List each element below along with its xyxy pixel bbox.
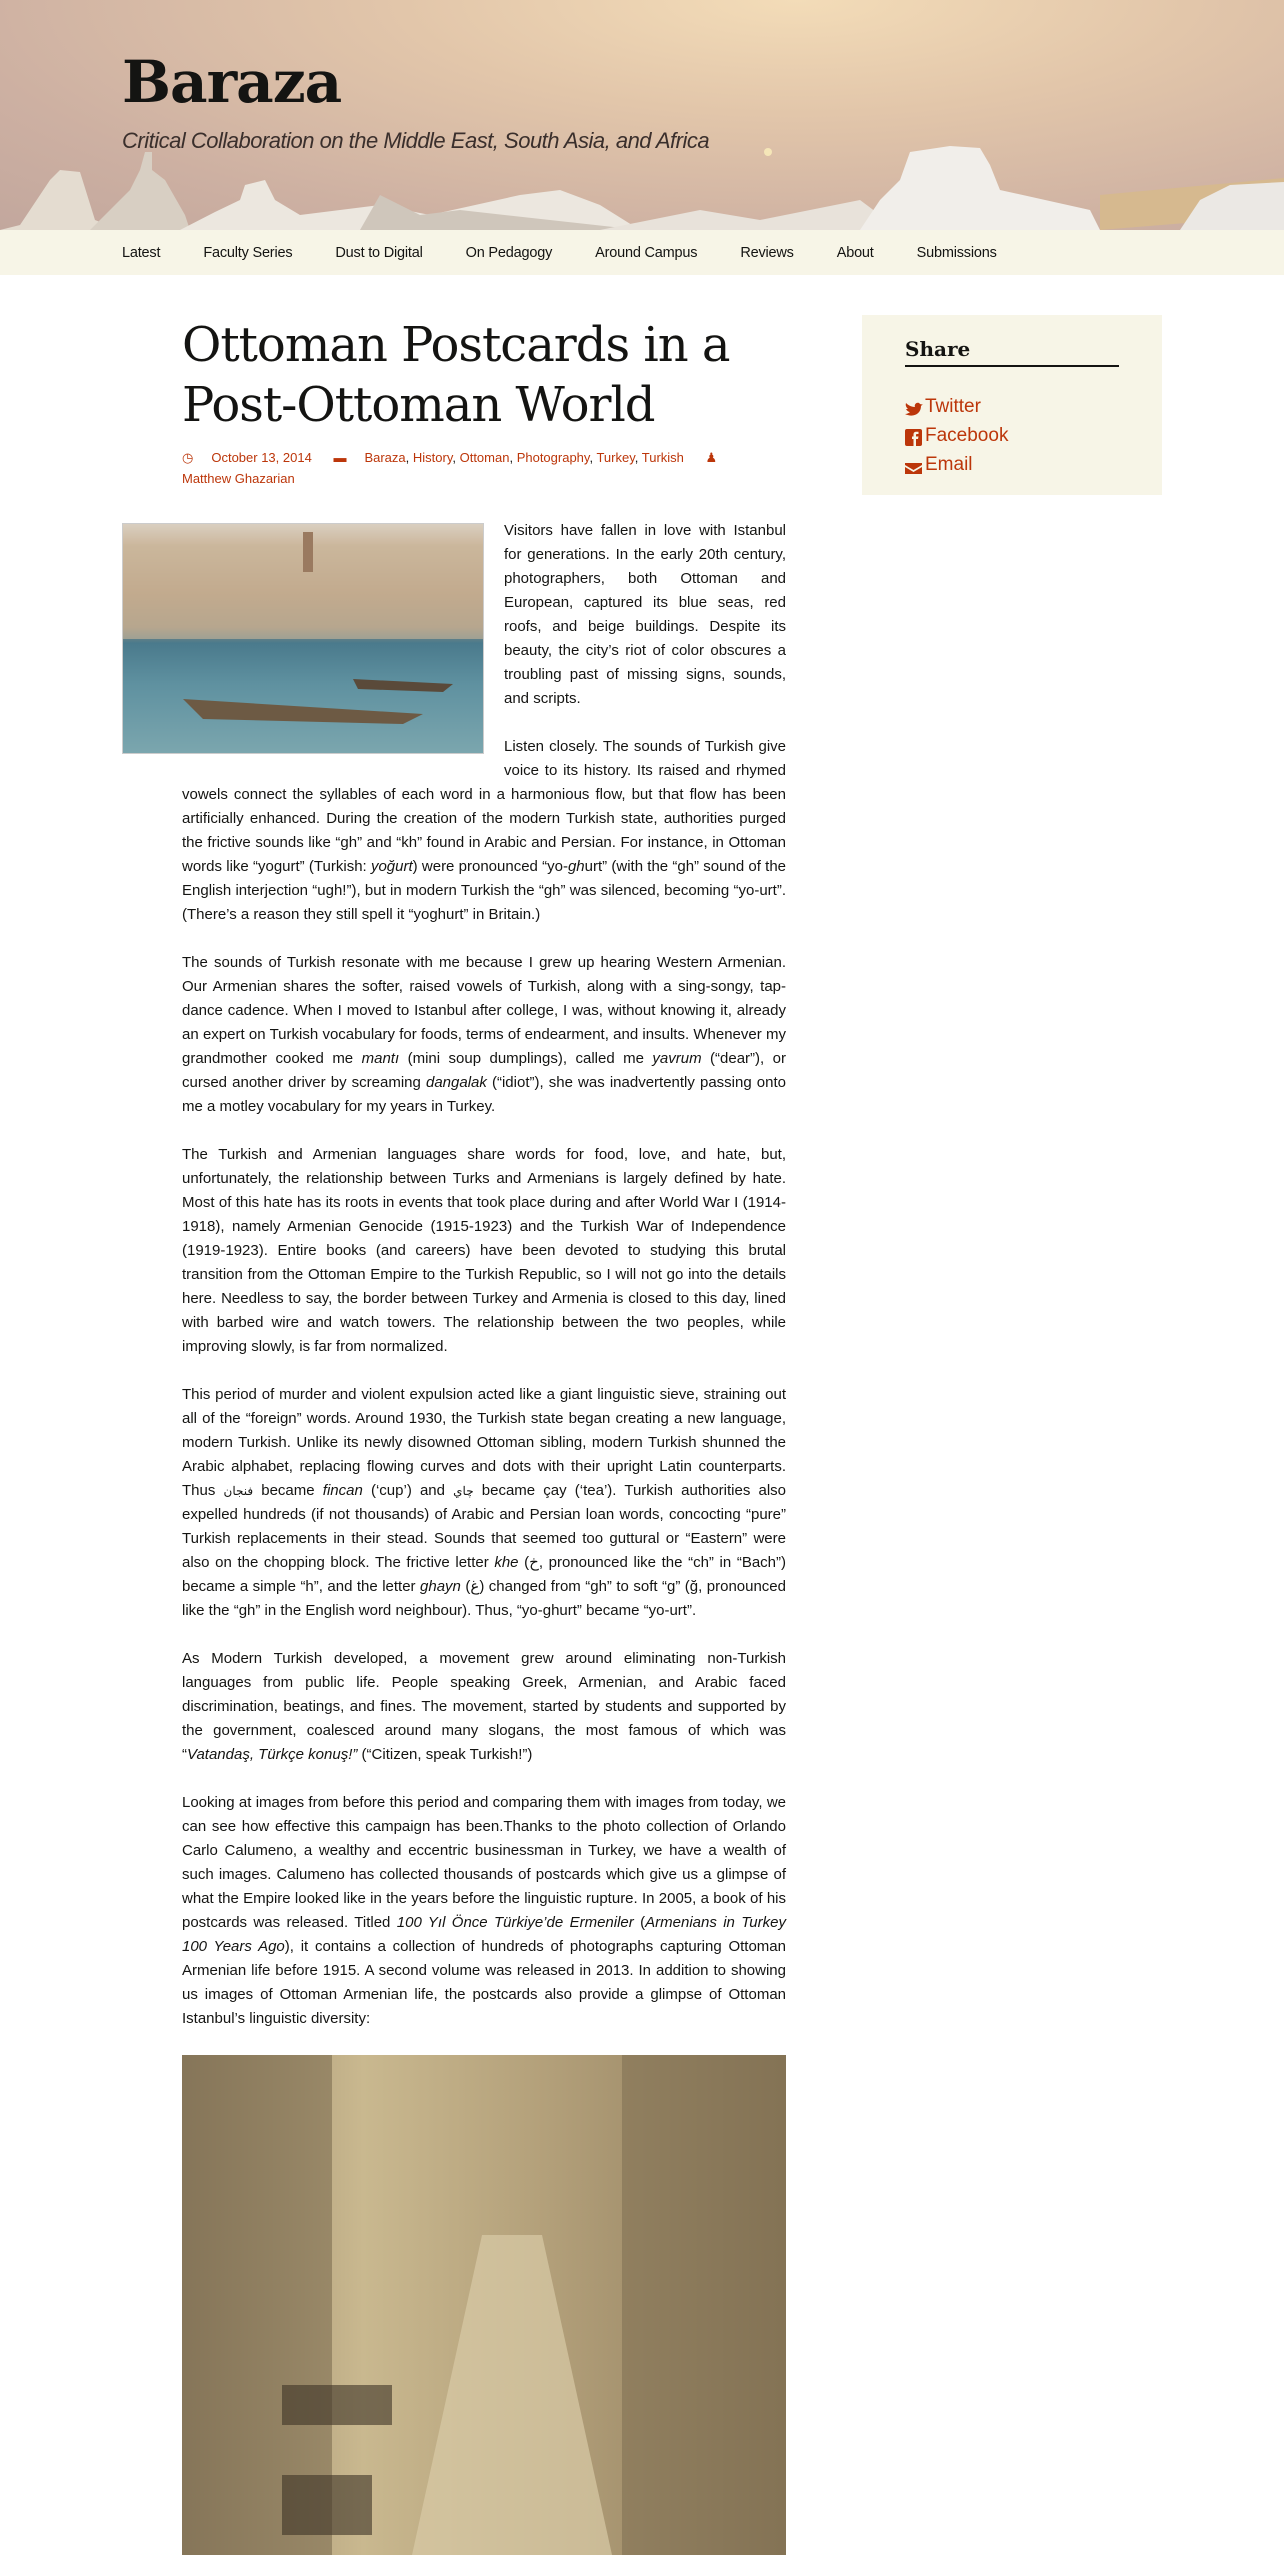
post-meta: ◷ October 13, 2014 ▬ Baraza, History, Ottoman, Photography, Turkey, Turkish ♟ Matthew Ghazarian (182, 450, 718, 486)
nav-around-campus[interactable]: Around Campus (595, 244, 698, 261)
share-facebook-link[interactable]: Facebook (905, 418, 1119, 447)
site-title[interactable]: Baraza (122, 48, 342, 116)
folder-icon: ▬ (333, 450, 347, 465)
paragraph: As Modern Turkish developed, a movement grew around eliminating non-Turkish languages from public life. People speaking Greek, Armenian, and Arabic faced discrimination, beatings, and fines. The movement, started by students and supported by the government, coalesced around many slogans, the most famous of which was “Vatandaş, Türkçe konuş!” (“Citizen, speak Turkish!”) (182, 1650, 786, 1763)
site-header (0, 0, 1284, 230)
post-date[interactable]: October 13, 2014 (211, 450, 312, 465)
paragraph: Listen closely. The sounds of Turkish give voice to its history. Its raised and rhymed vowels connect the syllables of each word in a harmonious flow, but that flow has been artificially enhanced. During the creation of the modern Turkish state, authorities purged the frictive sounds like “gh” and “kh” found in Arabic and Persian. For instance, in Ottoman words like “yogurt” (Turkish: yoğurt) were pronounced “yo-ghurt” (with the “gh” sound of the English interjection “ugh!”), but in modern Turkish the “gh” was silenced, becoming “yo-urt”. (There’s a reason they still spell it “yoghurt” in Britain.) (182, 738, 787, 923)
nav-latest[interactable]: Latest (122, 244, 161, 261)
category-link[interactable]: Turkish (641, 450, 684, 465)
share-heading: Share (905, 337, 1119, 367)
nav-about[interactable]: About (836, 244, 874, 261)
clock-icon: ◷ (182, 450, 194, 465)
paragraph: The Turkish and Armenian languages share words for food, love, and hate, but, unfortunately, the relationship between Turks and Armenians is largely defined by hate. Most of this hate has its roots in events that took place during and after World War I (1914-1918), namely Armenian Genocide (1915-1923) and the Turkish War of Independence (1919-1923). Entire books (and careers) have been devoted to studying this brutal transition from the Ottoman Empire to the Turkish Republic, so I will not go into the details here. Needless to say, the border between Turkey and Armenia is closed to this day, lined with barbed wire and watch towers. The relationship between the two peoples, while improving slowly, is far from normalized. (182, 1146, 786, 1355)
nav-dust-to-digital[interactable]: Dust to Digital (335, 244, 423, 261)
paragraph: The sounds of Turkish resonate with me because I grew up hearing Western Armenian. Our Armenian shares the softer, raised vowels of Turkish, along with a sing-songy, tap-dance cadence. When I moved to Istanbul after college, I was, without knowing it, already an expert on Turkish vocabulary for foods, terms of endearment, and insults. Whenever my grandmother cooked me mantı (mini soup dumplings), called me yavrum (“dear”), or cursed another driver by screaming dangalak (“idiot”), she was inadvertently passing onto me a motley vocabulary for my years in Turkey. (182, 954, 786, 1115)
post-title: Ottoman Postcards in a Post-Ottoman World (182, 317, 730, 433)
istanbul-postcard-image (122, 523, 484, 754)
twitter-icon (905, 402, 923, 418)
category-link[interactable]: Ottoman (459, 450, 510, 465)
post-article (182, 315, 786, 2555)
facebook-icon (905, 429, 923, 447)
nav-reviews[interactable]: Reviews (740, 244, 794, 261)
category-link[interactable]: History (412, 450, 453, 465)
nav-submissions[interactable]: Submissions (916, 244, 997, 261)
user-icon: ♟ (705, 450, 718, 465)
share-email-link[interactable]: Email (905, 447, 1119, 476)
paragraph: This period of murder and violent expulsion acted like a giant linguistic sieve, straining out all of the “foreign” words. Around 1930, the Turkish state began creating a new language, modern Turkish. Unlike its newly disowned Ottoman sibling, modern Turkish shunned the Arabic alphabet, replacing flowing curves and dots with their upright Latin counterparts. Thus فنجان became fincan (‘cup’) and چاي became çay (‘tea’). Turkish authorities also expelled hundreds (if not thousands) of Arabic and Persian loan words, concocting “pure” Turkish replacements in their stead. Sounds that seemed too guttural or “Eastern” were also on the chopping block. The frictive letter khe (خ, pronounced like the “ch” in “Bach”) became a simple “h”, and the letter ghayn (غ) changed from “gh” to soft “g” (ğ, pronounced like the “gh” in the English word neighbour). Thus, “yo-ghurt” became “yo-urt”. (182, 1386, 787, 1619)
email-icon (905, 462, 923, 476)
category-link[interactable]: Baraza (364, 450, 406, 465)
main-navigation (0, 230, 1284, 275)
nav-on-pedagogy[interactable]: On Pedagogy (465, 244, 553, 261)
site-description: Critical Collaboration on the Middle East, South Asia, and Africa (122, 128, 710, 153)
street-postcard-image (182, 2055, 786, 2555)
paragraph: Visitors have fallen in love with Istanbul for generations. In the early 20th century, photographers, both Ottoman and European, captured its blue seas, red roofs, and beige buildings. Despite its beauty, the city’s riot of color obscures a troubling past of missing signs, sounds, and scripts. (504, 522, 786, 707)
category-link[interactable]: Turkey (596, 450, 635, 465)
share-twitter-link[interactable]: Twitter (905, 389, 1119, 418)
category-link[interactable]: Photography (516, 450, 590, 465)
share-widget (862, 315, 1162, 495)
author-link[interactable]: Matthew Ghazarian (182, 471, 295, 486)
post-body (182, 519, 786, 2555)
nav-faculty-series[interactable]: Faculty Series (203, 244, 293, 261)
paragraph: Looking at images from before this period and comparing them with images from today, we can see how effective this campaign has been.Thanks to the photo collection of Orlando Carlo Calumeno, a wealthy and eccentric businessman in Turkey, we have a wealth of such images. Calumeno has collected thousands of postcards which give us a glimpse of what the Empire looked like in the years before the linguistic rupture. In 2005, a book of his postcards was released. Titled 100 Yıl Önce Türkiye’de Ermeniler (Armenians in Turkey 100 Years Ago), it contains a collection of hundreds of photographs capturing Ottoman Armenian life before 1915. A second volume was released in 2013. In addition to showing us images of Ottoman Armenian life, the postcards also provide a glimpse of Ottoman Istanbul’s linguistic diversity: (182, 1794, 786, 2027)
